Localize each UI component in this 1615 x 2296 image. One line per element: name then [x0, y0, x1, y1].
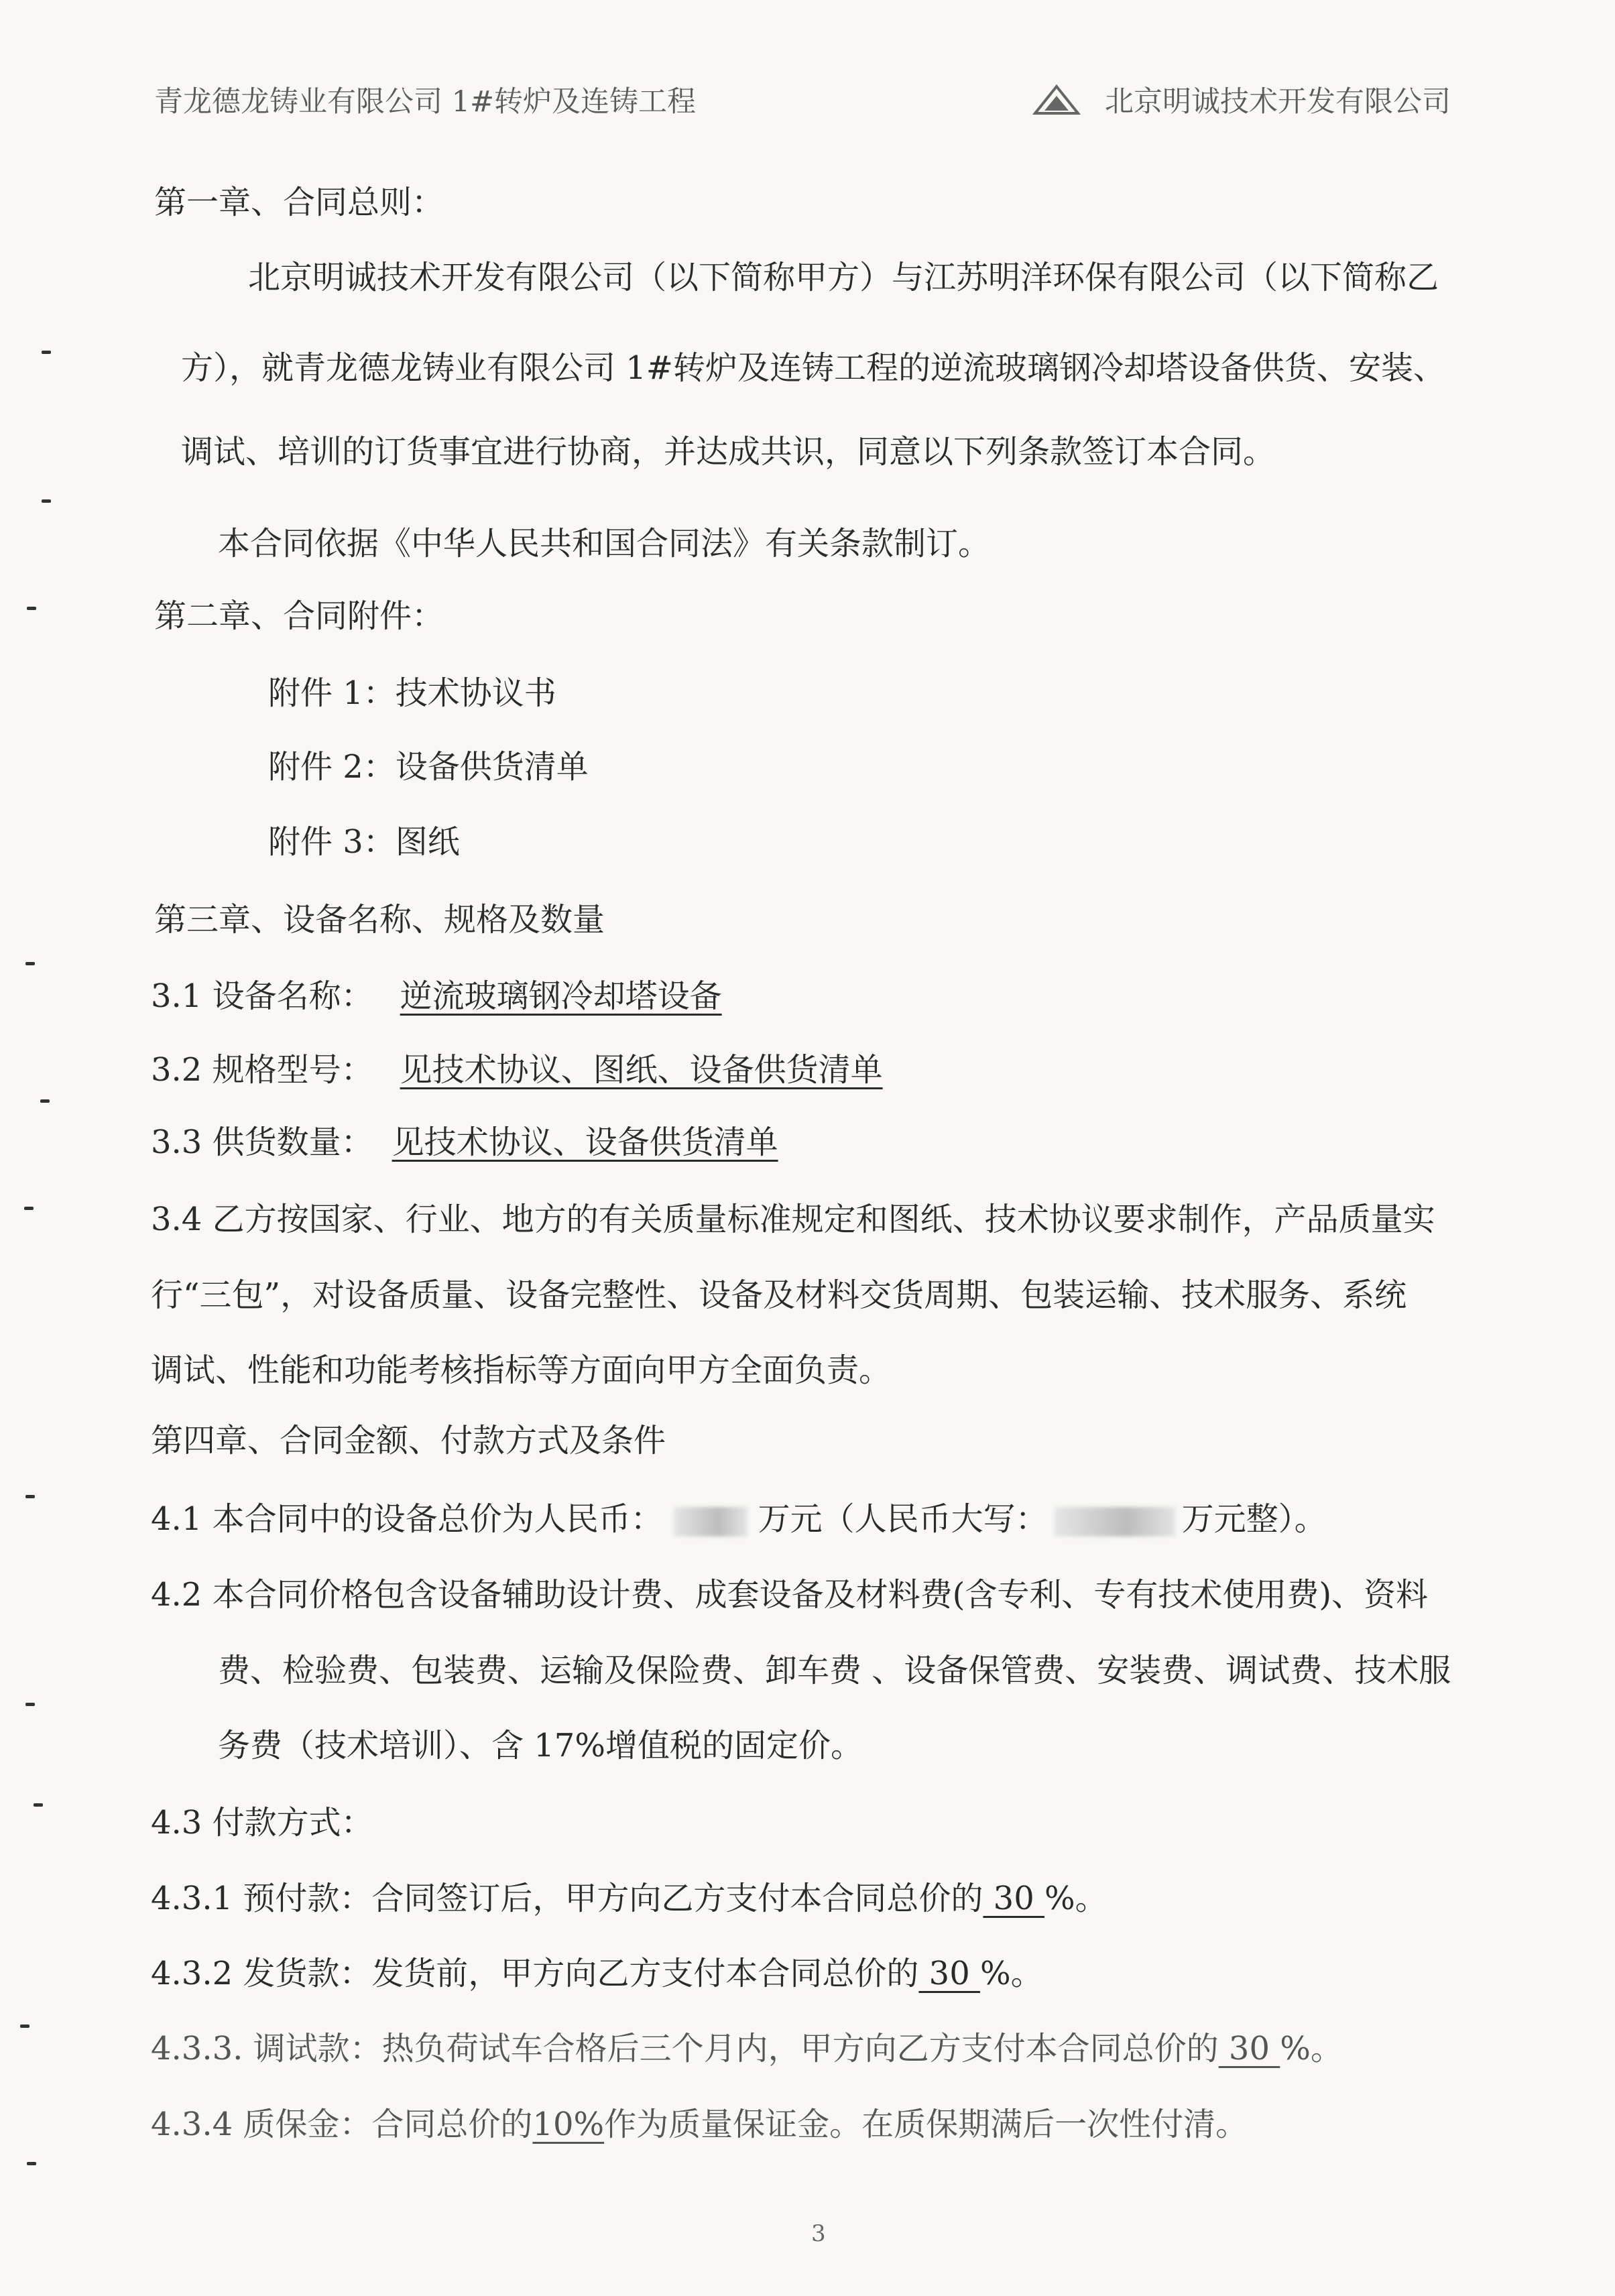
attachment-1: 附件 1：技术协议书 [268, 674, 556, 712]
header-company-name: 北京明诚技术开发有限公司 [1105, 85, 1451, 119]
prepayment-percent: 30 [983, 1880, 1044, 1917]
scan-speck [20, 2025, 29, 2028]
spec-model-value: 见技术协议、图纸、设备供货清单 [400, 1051, 883, 1089]
redacted-amount-words [1055, 1507, 1175, 1536]
percent-sign: %。 [1044, 1880, 1108, 1917]
chapter1-para-line3: 调试、培训的订货事宜进行协商，并达成共识，同意以下列条款签订本合同。 [181, 433, 1276, 471]
header-company [1032, 79, 1451, 120]
section-3-1-label: 3.1 设备名称： [151, 977, 373, 1015]
section-4-3-2-text: 4.3.2 发货款：发货前，甲方向乙方支付本合同总价的 [151, 1955, 919, 1992]
section-4-2-line1: 4.2 本合同价格包含设备辅助设计费、成套设备及材料费(含专利、专有技术使用费)、资料 [151, 1576, 1429, 1614]
section-4-3-1-text: 4.3.1 预付款：合同签订后，甲方向乙方支付本合同总价的 [151, 1880, 983, 1917]
section-3-4-line2: 行“三包”，对设备质量、设备完整性、设备及材料交货周期、包装运输、技术服务、系统 [151, 1276, 1407, 1314]
header-project: 青龙德龙铸业有限公司 1#转炉及连铸工程 [154, 85, 697, 119]
section-4-3: 4.3 付款方式： [151, 1804, 373, 1841]
attachment-2: 附件 2：设备供货清单 [268, 748, 589, 786]
commissioning-percent: 30 [1218, 2030, 1280, 2067]
scan-speck [25, 1703, 35, 1706]
redacted-amount [674, 1507, 747, 1536]
chapter2-title: 第二章、合同附件： [154, 597, 444, 635]
section-4-3-3-text: 4.3.3. 调试款：热负荷试车合格后三个月内，甲方向乙方支付本合同总价的 [151, 2030, 1219, 2067]
chapter3-title: 第三章、设备名称、规格及数量 [154, 901, 605, 939]
section-4-1 [151, 1500, 1327, 1538]
section-4-1-text: 4.1 本合同中的设备总价为人民币： [151, 1500, 663, 1538]
section-4-2-line3: 务费（技术培训）、含 17%增值税的固定价。 [218, 1727, 863, 1764]
scan-speck [42, 351, 51, 354]
section-3-3 [151, 1124, 778, 1161]
company-logo-icon [1032, 84, 1081, 116]
scan-speck [42, 499, 51, 503]
attachment-3: 附件 3：图纸 [268, 823, 460, 861]
section-3-2 [151, 1051, 883, 1089]
chapter1-title: 第一章、合同总则： [154, 184, 444, 221]
section-4-1-text-c: 万元整）。 [1181, 1500, 1327, 1538]
warranty-percent: 10% [532, 2106, 605, 2143]
scan-speck [24, 1207, 34, 1210]
section-4-1-text-b: 万元（人民币大写： [758, 1500, 1048, 1538]
chapter1-para-line1: 北京明诚技术开发有限公司（以下简称甲方）与江苏明洋环保有限公司（以下简称乙 [248, 259, 1439, 296]
shipment-percent: 30 [918, 1955, 980, 1992]
section-4-3-2 [151, 1957, 1043, 1990]
scan-speck [27, 2162, 36, 2165]
section-3-4-line3: 调试、性能和功能考核指标等方面向甲方全面负责。 [151, 1351, 892, 1389]
page-number: 3 [811, 2220, 826, 2247]
section-4-3-3 [151, 2030, 1343, 2067]
scan-speck [25, 1495, 35, 1498]
scan-speck [25, 962, 35, 965]
section-4-3-4 [151, 2106, 1248, 2143]
scan-speck [27, 607, 36, 610]
chapter4-title: 第四章、合同金额、付款方式及条件 [151, 1422, 666, 1459]
section-3-1 [151, 977, 722, 1015]
chapter1-basis: 本合同依据《中华人民共和国合同法》有关条款制订。 [218, 525, 991, 562]
section-4-3-4-text-b: 作为质量保证金。在质保期满后一次性付清。 [604, 2106, 1248, 2143]
supply-quantity-value: 见技术协议、设备供货清单 [392, 1124, 778, 1161]
section-3-4-line1: 3.4 乙方按国家、行业、地方的有关质量标准规定和图纸、技术协议要求制作，产品质量实 [151, 1201, 1435, 1238]
equipment-name-value: 逆流玻璃钢冷却塔设备 [400, 977, 722, 1015]
percent-sign: %。 [1280, 2030, 1343, 2067]
percent-sign: %。 [980, 1955, 1043, 1992]
section-3-2-label: 3.2 规格型号： [151, 1051, 373, 1089]
section-4-2-line2: 费、检验费、包装费、运输及保险费、卸车费 、设备保管费、安装费、调试费、技术服 [218, 1652, 1451, 1689]
section-4-3-1 [151, 1882, 1108, 1915]
section-3-3-label: 3.3 供货数量： [151, 1124, 373, 1161]
chapter1-para-line2: 方），就青龙德龙铸业有限公司 1#转炉及连铸工程的逆流玻璃钢冷却塔设备供货、安装、 [181, 349, 1446, 387]
scan-speck [34, 1803, 43, 1807]
section-4-3-4-text: 4.3.4 质保金：合同总价的 [151, 2106, 533, 2143]
scan-speck [40, 1099, 50, 1103]
